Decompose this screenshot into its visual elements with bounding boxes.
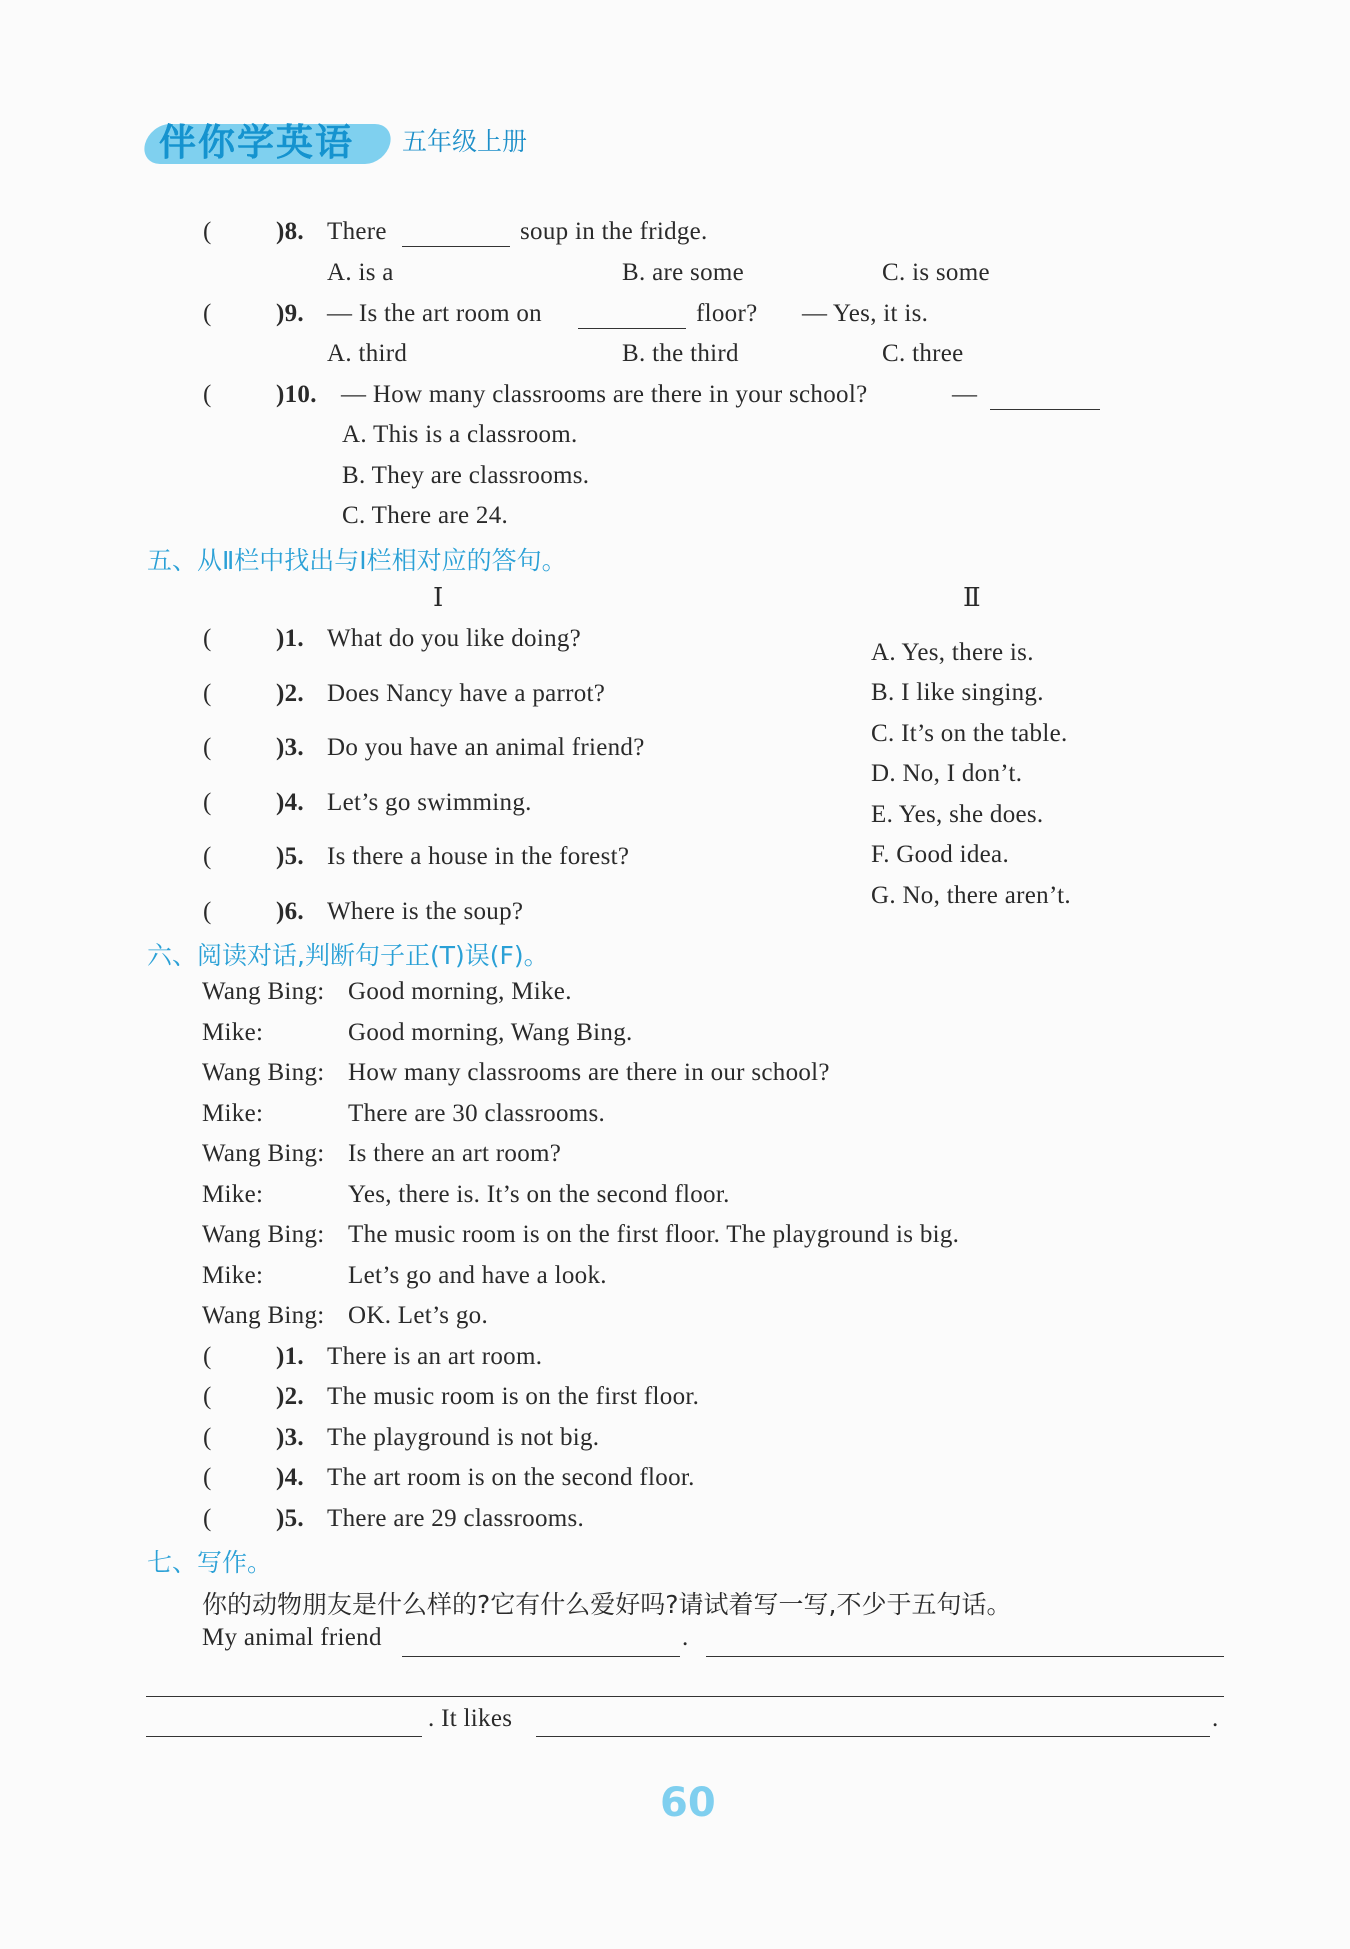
answer-option: B. I like singing. [871, 679, 1044, 706]
question-stem: — How many classrooms are there in your school? [341, 381, 868, 408]
speaker: Mike: [202, 1019, 264, 1046]
writing-starter: My animal friend [202, 1624, 382, 1651]
speaker: Mike: [202, 1262, 264, 1289]
paren-open: ( [203, 1343, 212, 1370]
answer-option: D. No, I don’t. [871, 760, 1023, 787]
paren-open: ( [203, 898, 212, 925]
question-stem: There [327, 218, 387, 245]
statement-text: There are 29 classrooms. [327, 1505, 585, 1532]
speaker: Mike: [202, 1100, 264, 1127]
question-number: )1. [276, 1343, 304, 1370]
question-text: Do you have an animal friend? [327, 734, 645, 761]
question-text: Is there a house in the forest? [327, 843, 630, 870]
question-stem: — [952, 381, 978, 408]
speaker: Wang Bing: [202, 1059, 325, 1086]
period: . [682, 1624, 689, 1651]
question-number: )1. [276, 625, 304, 652]
grade-label: 五年级上册 [402, 127, 528, 156]
question-number: )2. [276, 680, 304, 707]
question-number: )5. [276, 1505, 304, 1532]
option-a: A. is a [327, 259, 394, 286]
paren-open: ( [203, 381, 212, 408]
option-a: A. third [327, 340, 408, 367]
answer-blank[interactable] [402, 246, 510, 247]
option-c: C. is some [882, 259, 990, 286]
paren-open: ( [203, 625, 212, 652]
section-6-title: 六、阅读对话,判断句子正(T)误(F)。 [147, 941, 549, 970]
paren-open: ( [203, 680, 212, 707]
option-b: B. the third [622, 340, 739, 367]
writing-prompt: 你的动物朋友是什么样的?它有什么爱好吗?请试着写一写,不少于五句话。 [202, 1590, 1012, 1619]
question-number: )6. [276, 898, 304, 925]
paren-open: ( [203, 734, 212, 761]
question-text: Let’s go swimming. [327, 789, 532, 816]
question-number: )4. [276, 1464, 304, 1491]
speaker: Wang Bing: [202, 1140, 325, 1167]
answer-option: E. Yes, she does. [871, 801, 1044, 828]
paren-open: ( [203, 1383, 212, 1410]
dialogue-line: Good morning, Wang Bing. [348, 1019, 633, 1046]
question-stem: — Is the art room on [327, 300, 542, 327]
brand-logo [145, 112, 390, 170]
question-text: Does Nancy have a parrot? [327, 680, 606, 707]
speaker: Wang Bing: [202, 1221, 325, 1248]
column-1-header: Ⅰ [433, 583, 444, 612]
dialogue-line: How many classrooms are there in our school? [348, 1059, 830, 1086]
dialogue-line: Good morning, Mike. [348, 978, 572, 1005]
writing-blank[interactable] [402, 1656, 680, 1657]
question-number: )5. [276, 843, 304, 870]
question-number: )8. [276, 218, 304, 245]
paren-open: ( [203, 218, 212, 245]
question-text: Where is the soup? [327, 898, 524, 925]
dialogue-line: Let’s go and have a look. [348, 1262, 607, 1289]
question-number: )9. [276, 300, 304, 327]
answer-option: C. It’s on the table. [871, 720, 1068, 747]
statement-text: The art room is on the second floor. [327, 1464, 695, 1491]
option-a: A. This is a classroom. [342, 421, 578, 448]
question-answer: — Yes, it is. [802, 300, 929, 327]
speaker: Wang Bing: [202, 978, 325, 1005]
question-number: )2. [276, 1383, 304, 1410]
writing-blank[interactable] [146, 1736, 422, 1737]
option-b: B. are some [622, 259, 745, 286]
answer-option: G. No, there aren’t. [871, 882, 1071, 909]
dialogue-line: The music room is on the first floor. The playground is big. [348, 1221, 960, 1248]
statement-text: The playground is not big. [327, 1424, 600, 1451]
dialogue-line: There are 30 classrooms. [348, 1100, 606, 1127]
answer-option: F. Good idea. [871, 841, 1009, 868]
paren-open: ( [203, 1424, 212, 1451]
period: . [1212, 1705, 1219, 1732]
section-7-title: 七、写作。 [147, 1548, 273, 1577]
option-c: C. There are 24. [342, 502, 509, 529]
question-stem: floor? [696, 300, 758, 327]
question-stem: soup in the fridge. [520, 218, 708, 245]
paren-open: ( [203, 789, 212, 816]
dialogue-line: OK. Let’s go. [348, 1302, 488, 1329]
paren-open: ( [203, 1464, 212, 1491]
question-number: )3. [276, 1424, 304, 1451]
statement-text: There is an art room. [327, 1343, 543, 1370]
writing-line[interactable] [146, 1696, 1224, 1697]
answer-option: A. Yes, there is. [871, 639, 1034, 666]
option-c: C. three [882, 340, 964, 367]
writing-blank[interactable] [536, 1736, 1210, 1737]
column-2-header: Ⅱ [963, 583, 981, 612]
speaker: Mike: [202, 1181, 264, 1208]
answer-blank[interactable] [990, 409, 1100, 410]
writing-phrase: . It likes [428, 1705, 513, 1732]
question-number: )4. [276, 789, 304, 816]
brand-title: 伴你学英语 [159, 121, 354, 164]
section-5-title: 五、从Ⅱ栏中找出与Ⅰ栏相对应的答句。 [147, 546, 567, 575]
speaker: Wang Bing: [202, 1302, 325, 1329]
paren-open: ( [203, 300, 212, 327]
paren-open: ( [203, 1505, 212, 1532]
page-number: 60 [660, 1780, 716, 1826]
dialogue-line: Is there an art room? [348, 1140, 562, 1167]
question-text: What do you like doing? [327, 625, 582, 652]
answer-blank[interactable] [578, 328, 686, 329]
question-number: )10. [276, 381, 317, 408]
dialogue-line: Yes, there is. It’s on the second floor. [348, 1181, 730, 1208]
writing-line[interactable] [706, 1656, 1224, 1657]
option-b: B. They are classrooms. [342, 462, 590, 489]
question-number: )3. [276, 734, 304, 761]
paren-open: ( [203, 843, 212, 870]
statement-text: The music room is on the first floor. [327, 1383, 700, 1410]
